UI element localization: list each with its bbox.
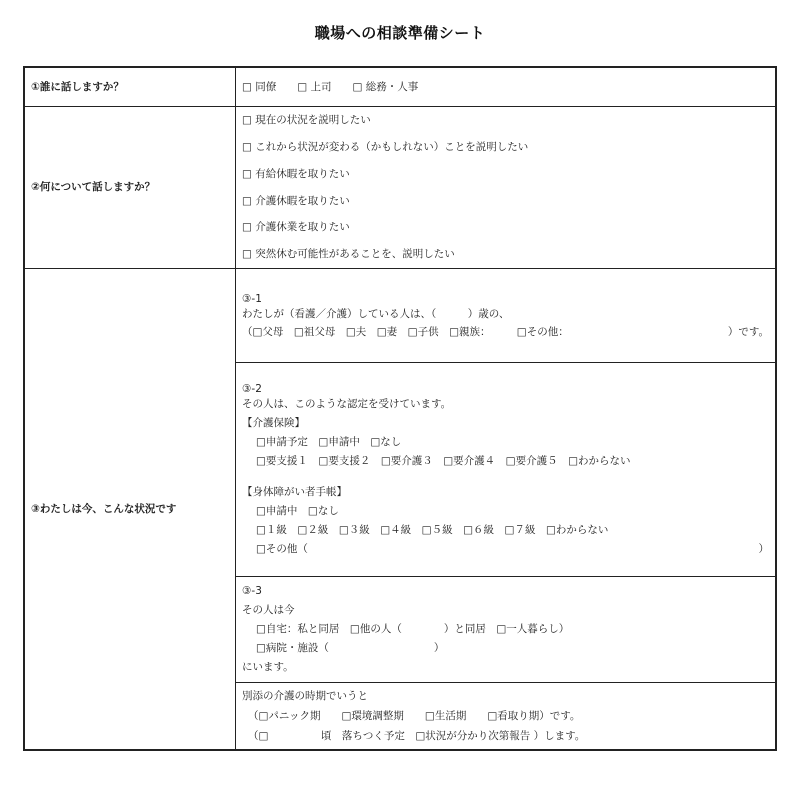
section-3-2 xyxy=(236,363,777,577)
q2-label: ②何について話しますか？ xyxy=(24,107,236,269)
section-3-3-intro: その人は今 xyxy=(242,604,295,616)
q3-label: ③わたしは今、こんな状況です xyxy=(24,269,236,751)
section-3-1-line1: わたしが（看護／介護）している人は、（ ）歳の、 xyxy=(242,307,510,320)
q2-option[interactable]: □ 介護休暇を取りたい xyxy=(242,194,350,207)
living-options[interactable]: □自宅：私と同居 □他の人（ ）と同居 □一人暮らし） xyxy=(256,623,570,635)
row-q1 xyxy=(24,67,776,107)
section-3-1 xyxy=(236,269,777,363)
section-care-period xyxy=(236,683,777,751)
shogai-other-option[interactable]: □その他（ xyxy=(256,543,308,555)
kaigo-heading: 【介護保険】 xyxy=(242,417,305,429)
shogai-other xyxy=(242,542,769,557)
relation-close: ）です。 xyxy=(727,325,769,338)
section-3-3-outro: にいます。 xyxy=(242,661,294,673)
q2-option[interactable]: □ これから状況が変わる（かもしれない）ことを説明したい xyxy=(242,140,529,153)
row-q3-1 xyxy=(24,269,776,363)
q1-option-line[interactable]: □ 同僚 □ 上司 □ 総務・人事 xyxy=(242,80,419,93)
page-title: 職場への相談準備シート xyxy=(314,24,486,42)
section-3-3 xyxy=(236,577,777,683)
q2-option[interactable]: □ 介護休業を取りたい xyxy=(242,221,350,234)
q2-option[interactable]: □ 有給休暇を取りたい xyxy=(242,167,350,180)
section-3-1-line2 xyxy=(242,325,769,340)
relation-options[interactable]: （□父母 □祖父母 □夫 □妻 □子供 □親族： □その他： xyxy=(242,325,569,338)
q2-options xyxy=(236,107,777,269)
q2-option[interactable]: □ 現在の状況を説明したい xyxy=(242,114,371,127)
q2-option[interactable]: □ 突然休む可能性があることを、説明したい xyxy=(242,248,455,261)
q1-label: ①誰に話しますか？ xyxy=(24,67,236,107)
care-period-intro: 別添の介護の時期でいうと xyxy=(242,689,368,702)
section-3-2-heading: ③-2 xyxy=(242,383,262,395)
spacer xyxy=(242,473,769,485)
section-3-3-heading: ③-3 xyxy=(242,585,262,597)
care-period-options[interactable]: （□パニック期 □環境調整期 □生活期 □看取り期）です。 xyxy=(248,709,581,722)
section-3-2-intro: その人は、このような認定を受けています。 xyxy=(242,398,452,410)
care-outlook-options[interactable]: （□ 頃 落ちつく予定 □状況が分かり次第報告 ）します。 xyxy=(248,729,586,742)
consultation-sheet-table xyxy=(23,66,777,751)
kaigo-level-options[interactable]: □要支援１ □要支援２ □要介護３ □要介護４ □要介護５ □わからない xyxy=(256,455,631,467)
q1-options xyxy=(236,67,777,107)
kaigo-status-options[interactable]: □申請予定 □申請中 □なし xyxy=(256,436,402,448)
shogai-other-close: ） xyxy=(758,543,769,555)
shogai-grade-options[interactable]: □１級 □２級 □３級 □４級 □５級 □６級 □７級 □わからない xyxy=(256,524,609,536)
shogai-heading: 【身体障がい者手帳】 xyxy=(242,486,347,498)
facility-option[interactable]: □病院・施設（ ） xyxy=(256,642,445,654)
shogai-status-options[interactable]: □申請中 □なし xyxy=(256,505,339,517)
row-q2 xyxy=(24,107,776,269)
section-3-1-heading: ③-1 xyxy=(242,292,262,305)
